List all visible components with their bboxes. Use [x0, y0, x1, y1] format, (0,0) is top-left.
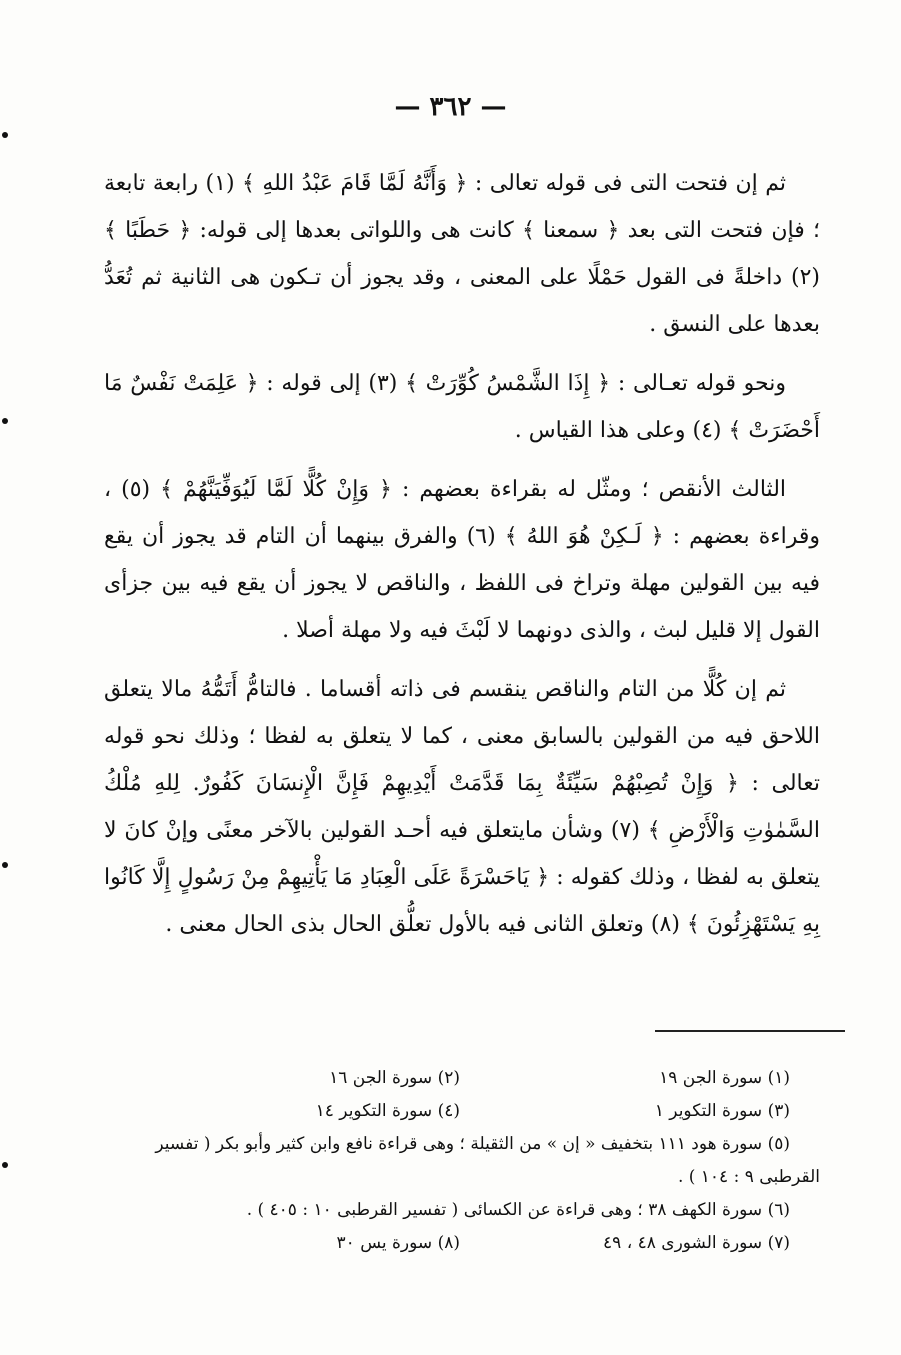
- footnote: (١) سورة الجن ١٩: [659, 1068, 790, 1088]
- footnote: (٣) سورة التكوير ١: [654, 1101, 790, 1121]
- paragraph: ثم إن كُلًّا من التام والناقص ينقسم فى ذاته أقساما . فالتامُّ أَتَمُّهُ مالا يتعلق اللاحق فيه من القولين بالسابق معنى ، كما لا يتعلق به لفظا ؛ وذلك نحو قوله تعالى : ﴿ وَإِنْ تُصِبْهُمْ سَيِّئَةٌ بِمَا قَدَّمَتْ أَيْدِيهِمْ فَإِنَّ الْإِنسَانَ كَفُورٌ. لِلهِ مُلْكُ السَّمٰوٰتِ وَالْأَرْضِ ﴾ (٧) وشأن مايتعلق فيه أحـد القولين بالآخر معنًى وإنْ كانَ لا يتعلق به لفظا ، وذلك كقوله : ﴿ يَاحَسْرَةً عَلَى الْعِبَادِ مَا يَأْتِيهِمْ مِنْ رَسُولٍ إِلَّا كَانُوا بِهِ يَسْتَهْزِئُونَ ﴾ (٨) وتعلق الثانى فيه بالأول تعلُّق الحال بذى الحال معنى .: [104, 677, 820, 937]
- main-text: [104, 160, 820, 960]
- paragraph: ثم إن فتحت التى فى قوله تعالى : ﴿ وَأَنَّهُ لَمَّا قَامَ عَبْدُ اللهِ ﴾ (١) رابعة تابعة ؛ فإن فتحت التى بعد ﴿ سمعنا ﴾ كانت هى واللواتى بعدها إلى قوله: ﴿ حَطَبًا ﴾ (٢) داخلةً فى القول حَمْلًا على المعنى ، وقد يجوز أن تـكون هى الثانية ثم تُعَدُّ بعدها على النسق .: [104, 171, 820, 337]
- footnote-row: [104, 1227, 820, 1260]
- footnote-row: [104, 1062, 820, 1095]
- footnotes: [104, 1062, 820, 1260]
- margin-mark: [2, 132, 8, 138]
- footnote-separator: [655, 1030, 845, 1032]
- margin-mark: [2, 1162, 8, 1168]
- footnote: (٢) سورة الجن ١٦: [329, 1068, 460, 1088]
- paragraph: ونحو قوله تعـالى : ﴿ إِذَا الشَّمْسُ كُوِّرَتْ ﴾ (٣) إلى قوله : ﴿ عَلِمَتْ نَفْسٌ مَا أَحْضَرَتْ ﴾ (٤) وعلى هذا القياس .: [104, 371, 820, 443]
- margin-mark: [2, 862, 8, 868]
- margin-mark: [2, 418, 8, 424]
- footnote: (٥) سورة هود ١١١ بتخفيف « إن » من الثقيلة ؛ وهى قراءة نافع وابن كثير وأبو بكر ( تفسير: [155, 1134, 790, 1154]
- paragraph: الثالث الأنقص ؛ ومثّل له بقراءة بعضهم : ﴿ وَإِنْ كُلًّا لَمَّا لَيُوَفِّيَنَّهُمْ ﴾ (٥) ، وقراءة بعضهم : ﴿ لَـكِنْ هُوَ اللهُ ﴾ (٦) والفرق بينهما أن التام قد يجوز أن يقع فيه بين القولين مهلة وتراخ فى اللفظ ، والناقص لا يجوز أن يقع فيه بين جزأى القول إلا قليل لبث ، والذى دونهما لا لَبْثَ فيه ولا مهلة أصلا .: [104, 477, 820, 643]
- footnote-row: [104, 1095, 820, 1128]
- page-number: — ٣٦٢ —: [394, 92, 507, 122]
- footnote-continuation: القرطبى ٩ : ١٠٤ ) .: [677, 1167, 820, 1187]
- footnote: (٨) سورة يس ٣٠: [336, 1233, 460, 1253]
- footnote: (٤) سورة التكوير ١٤: [315, 1101, 460, 1121]
- footnote: (٧) سورة الشورى ٤٨ ، ٤٩: [603, 1233, 790, 1253]
- footnote: (٦) سورة الكهف ٣٨ ؛ وهى قراءة عن الكسائى ( تفسير القرطبى ١٠ : ٤٠٥ ) .: [246, 1200, 790, 1220]
